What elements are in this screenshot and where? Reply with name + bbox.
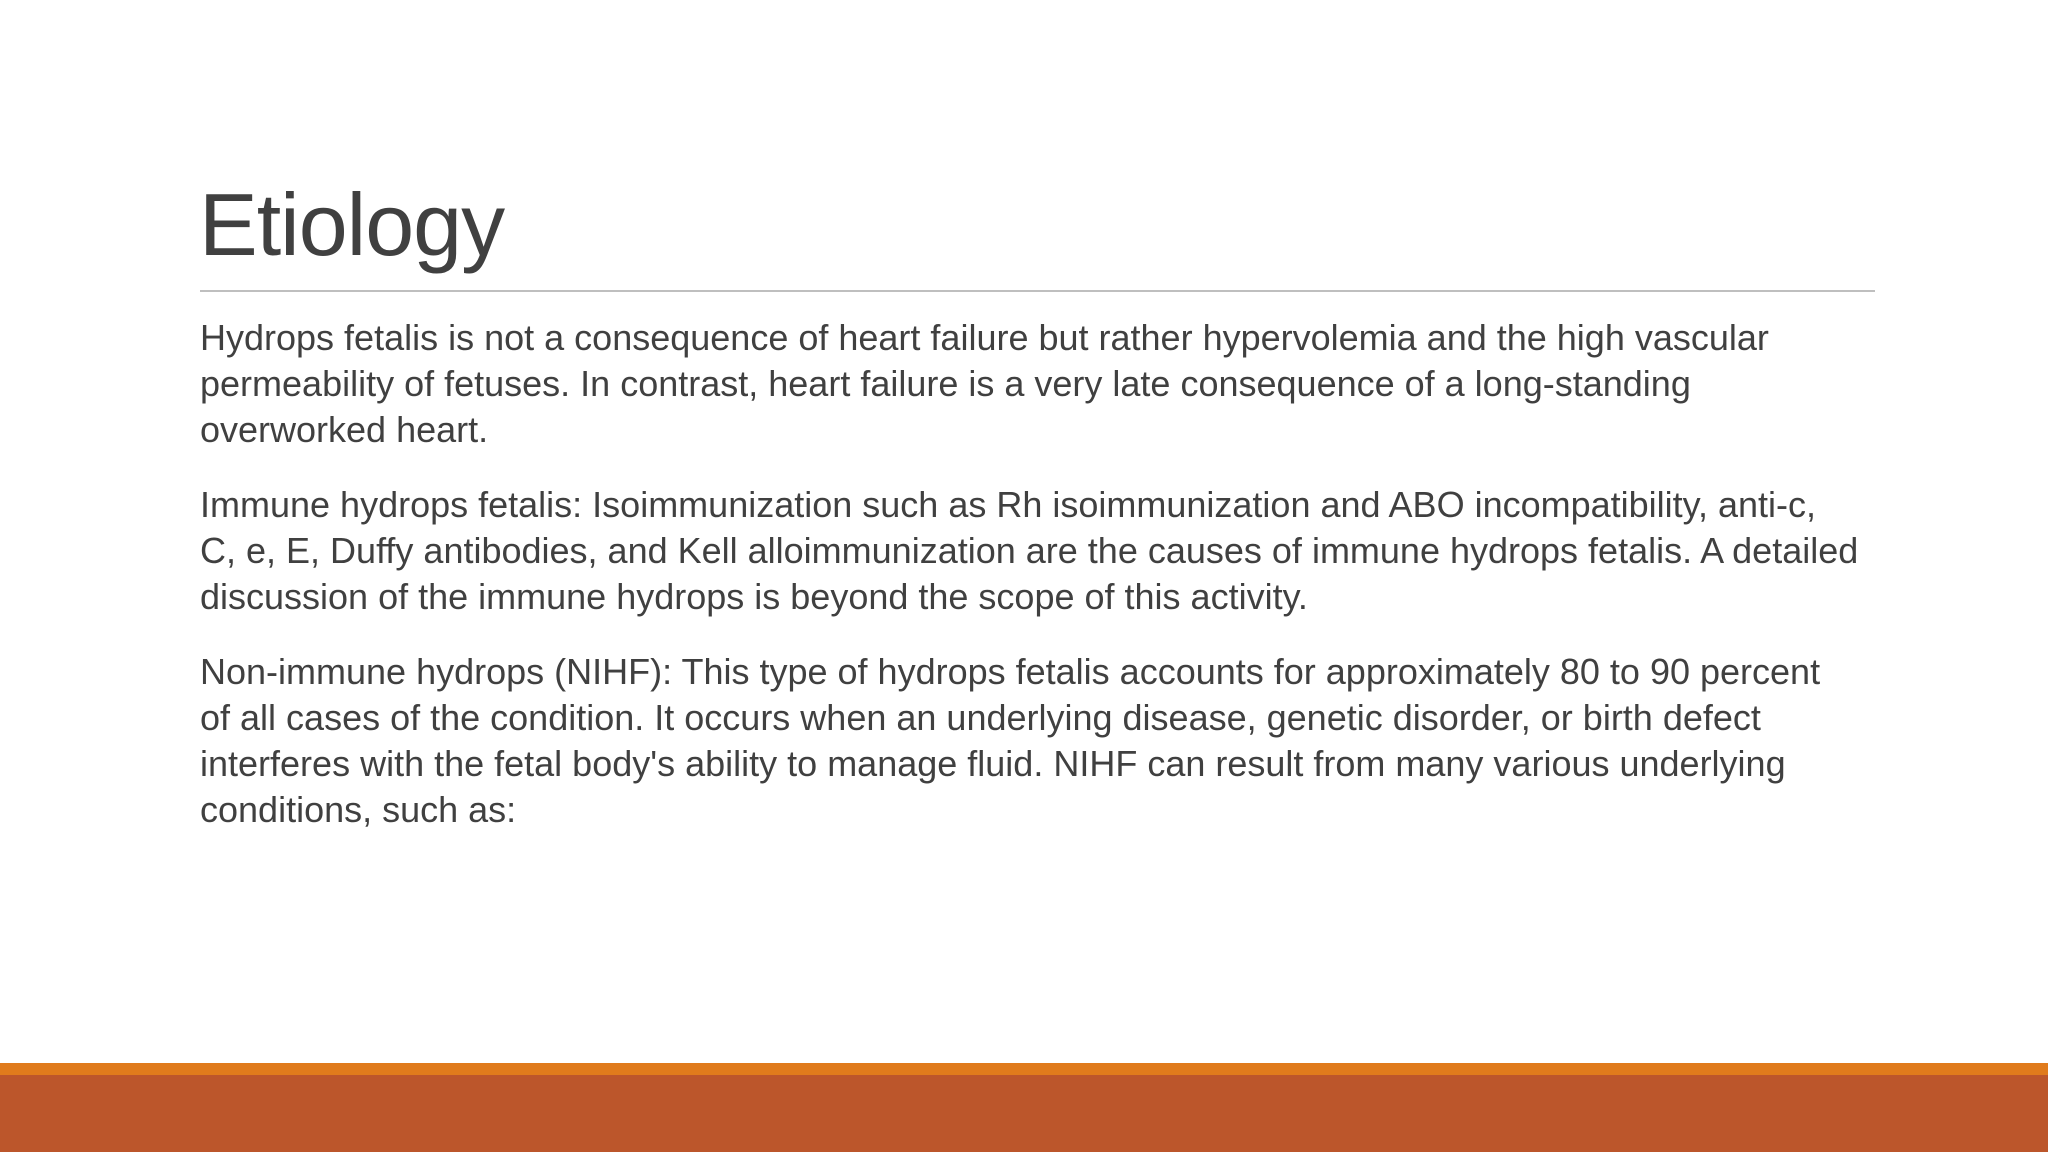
paragraph-immune-hydrops: Immune hydrops fetalis: Isoimmunization such as Rh isoimmunization and ABO incompatibility, anti-c, C, e, E, Duffy antibodies, and Kell alloimmunization are the causes of immune hydrops fetalis. A detailed discussion of the immune hydrops is beyond the scope of this activity. <box>200 484 1859 617</box>
slide-body <box>200 315 1860 862</box>
footer-accent-stripe <box>0 1063 2048 1075</box>
footer-bar <box>0 1075 2048 1152</box>
paragraph-non-immune-hydrops: Non-immune hydrops (NIHF): This type of hydrops fetalis accounts for approximately 80 to 90 percent of all cases of the condition. It occurs when an underlying disease, genetic disorder, or birth defect interferes with the fetal body's ability to manage fluid. NIHF can result from many various underlying conditions, such as: <box>200 651 1821 830</box>
paragraph-heart-failure: Hydrops fetalis is not a consequence of heart failure but rather hypervolemia and the high vascular permeability of fetuses. In contrast, heart failure is a very late consequence of a long-standing overworked heart. <box>200 317 1769 450</box>
title-divider <box>200 290 1875 292</box>
slide-title: Etiology <box>199 175 505 274</box>
